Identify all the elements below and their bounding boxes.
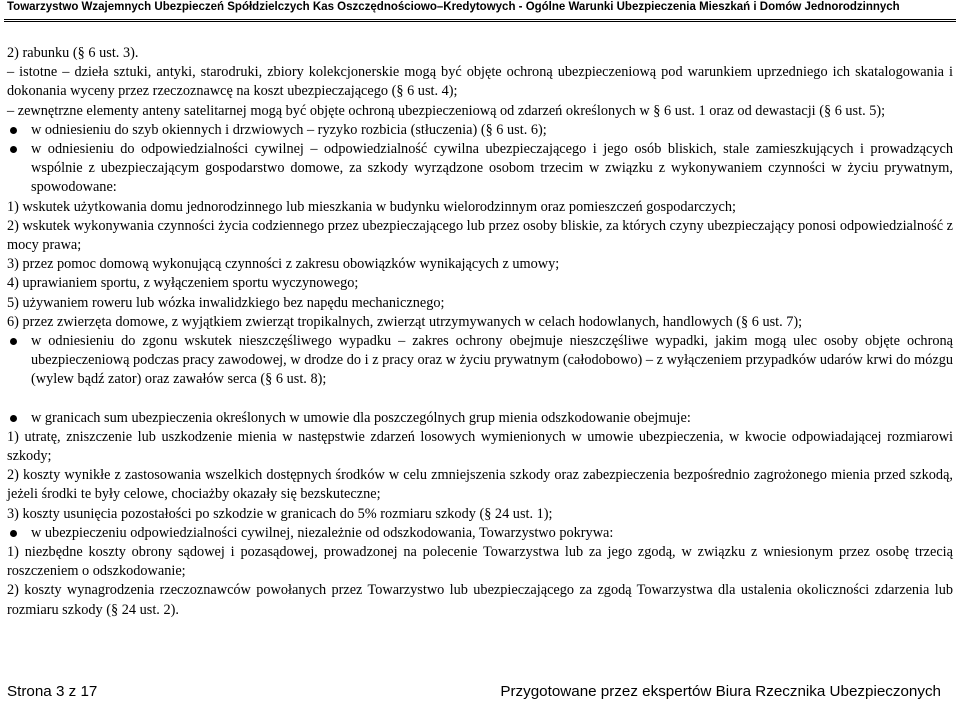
header-rule-bottom	[4, 21, 956, 22]
paragraph-text: w odniesieniu do zgonu wskutek nieszczęśliwego wypadku – zakres ochrony obejmuje nieszczęśliwe wypadki, jakim mogą ulec osoby objęte ochroną ubezpieczeniową podczas pracy zawodowej, w drodze do i z pracy oraz w życiu prywatnym (całodobowo) – z wyłączeniem przypadków udarów krwi do mózgu (wylew bądź zator) oraz zawałów serca (§ 6 ust. 8);	[31, 333, 953, 388]
bullet-dot-icon	[10, 127, 17, 134]
paragraph-text: 1) wskutek użytkowania domu jednorodzinnego lub mieszkania w budynku wielorodzinnym oraz pomieszczeń gospodarczych;	[7, 198, 736, 215]
paragraph-text: w odniesieniu do odpowiedzialności cywilnej – odpowiedzialność cywilna ubezpieczającego i jego osób bliskich, stale zamieszkujących i prowadzących wspólnie z ubezpieczającym gospodarstwo domowe, za szkody wyrządzone osobom trzecim w związku z wykonywaniem czynności w życiu prywatnym, spowodowane:	[31, 141, 953, 196]
bullet-dot-icon	[10, 415, 17, 422]
footer-credit: Przygotowane przez ekspertów Biura Rzecznika Ubezpieczonych	[500, 683, 941, 700]
text-paragraph	[7, 44, 953, 63]
text-paragraph	[7, 63, 953, 101]
paragraph-gap	[7, 390, 953, 409]
paragraph-text: 1) niezbędne koszty obrony sądowej i pozasądowej, prowadzonej na polecenie Towarzystwa lub za jego zgodą, w związku z wniesionym przez osobę trzecią roszczeniem o odszkodowanie;	[7, 544, 953, 580]
paragraph-text: 3) koszty usunięcia pozostałości po szkodzie w granicach do 5% rozmiaru szkody (§ 24 ust. 1);	[7, 505, 553, 522]
paragraph-text: 6) przez zwierzęta domowe, z wyjątkiem zwierząt tropikalnych, zwierząt utrzymywanych w celach hodowlanych, handlowych (§ 6 ust. 7);	[7, 313, 803, 330]
bullet-dot-icon	[10, 146, 17, 153]
paragraph-text: w odniesieniu do szyb okiennych i drzwiowych – ryzyko rozbicia (stłuczenia) (§ 6 ust. 6);	[31, 121, 547, 138]
document-header: Towarzystwo Wzajemnych Ubezpieczeń Spółdzielczych Kas Oszczędnościowo–Kredytowych - Ogólne Warunki Ubezpieczenia Mieszkań i Domów Jednorodzinnych	[7, 1, 900, 13]
header-rule-top	[4, 19, 956, 20]
document-body	[7, 44, 953, 620]
bullet-paragraph	[7, 332, 953, 390]
text-paragraph	[7, 274, 953, 293]
bullet-dot-icon	[10, 338, 17, 345]
paragraph-text: 2) koszty wynikłe z zastosowania wszelkich dostępnych środków w celu zmniejszenia szkody oraz zabezpieczenia bezpośrednio zagrożonego mienia przed szkodą, jeżeli środki te były celowe, chociażby okazały się bezskuteczne;	[7, 467, 953, 503]
text-paragraph	[7, 505, 953, 524]
bullet-dot-icon	[10, 530, 17, 537]
paragraph-text: 3) przez pomoc domową wykonującą czynności z zakresu obowiązków wynikających z umowy;	[7, 256, 560, 273]
bullet-paragraph	[7, 524, 953, 543]
bullet-paragraph	[7, 140, 953, 198]
text-paragraph	[7, 543, 953, 581]
paragraph-text: – zewnętrzne elementy anteny satelitarnej mogą być objęte ochroną ubezpieczeniową od zdarzeń określonych w § 6 ust. 1 oraz od dewastacji (§ 6 ust. 5);	[7, 102, 886, 119]
paragraph-text: – istotne – dzieła sztuki, antyki, starodruki, zbiory kolekcjonerskie mogą być objęte ochroną ubezpieczeniową pod warunkiem uprzedniego ich skatalogowania i dokonania wyceny przez rzeczoznawcę na koszt ubezpieczającego (§ 6 ust. 4);	[7, 64, 953, 100]
text-paragraph	[7, 581, 953, 619]
paragraph-text: 1) utratę, zniszczenie lub uszkodzenie mienia w następstwie zdarzeń losowych wymienionych w umowie ubezpieczenia, w kwocie odpowiadającej rozmiarowi szkody;	[7, 428, 953, 465]
text-paragraph	[7, 255, 953, 274]
bullet-paragraph	[7, 121, 953, 140]
paragraph-text: 2) rabunku (§ 6 ust. 3).	[7, 45, 139, 61]
text-paragraph	[7, 102, 953, 121]
text-paragraph	[7, 217, 953, 255]
page-number: Strona 3 z 17	[7, 683, 98, 700]
paragraph-text: w granicach sum ubezpieczenia określonych w umowie dla poszczególnych grup mienia odszkodowanie obejmuje:	[31, 409, 691, 426]
text-paragraph	[7, 198, 953, 217]
paragraph-text: 2) koszty wynagrodzenia rzeczoznawców powołanych przez Towarzystwo lub ubezpieczającego za zgodą Towarzystwa dla ustalenia okoliczności zdarzenia lub rozmiaru szkody (§ 24 ust. 2).	[7, 582, 953, 618]
text-paragraph	[7, 466, 953, 504]
paragraph-text: 5) używaniem roweru lub wózka inwalidzkiego bez napędu mechanicznego;	[7, 294, 445, 311]
paragraph-text: 4) uprawianiem sportu, z wyłączeniem sportu wyczynowego;	[7, 275, 359, 292]
paragraph-text: w ubezpieczeniu odpowiedzialności cywilnej, niezależnie od odszkodowania, Towarzystwo pokrywa:	[31, 524, 614, 541]
text-paragraph	[7, 294, 953, 313]
text-paragraph	[7, 428, 953, 466]
text-paragraph	[7, 313, 953, 332]
paragraph-text: 2) wskutek wykonywania czynności życia codziennego przez ubezpieczającego lub przez osoby bliskie, za których czyny ubezpieczający ponosi odpowiedzialność z mocy prawa;	[7, 217, 953, 254]
bullet-paragraph	[7, 409, 953, 428]
